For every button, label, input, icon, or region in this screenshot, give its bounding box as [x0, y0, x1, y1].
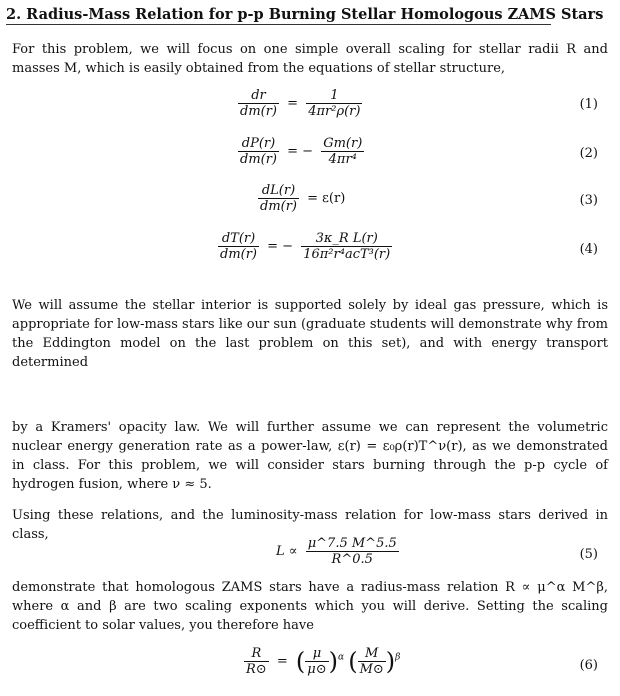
- equation-6: $\frac{R}{R⊙}$ = ( $\frac{\mu}{\mu⊙}$ )$^\alpha$ ( $\frac{M}{M⊙}$ )$^\beta$: [246, 646, 401, 677]
- eq2-lhs-num: dP(r): [241, 136, 276, 151]
- eq6-mu-num: μ: [312, 646, 322, 661]
- eq1-lhs-den: dm(r): [240, 104, 278, 119]
- equation-5: [272, 536, 399, 567]
- equation-2-number: (2): [579, 146, 598, 161]
- eq1-op: =: [287, 96, 299, 111]
- equation-1-number: (1): [579, 97, 598, 112]
- eq4-lhs-den: dm(r): [220, 247, 258, 262]
- equation-6-number: (6): [579, 658, 598, 673]
- eq6-alpha: α: [337, 652, 345, 663]
- eq3-op: = ε(r): [307, 191, 346, 206]
- eq4-rhs-den: 16π²r⁴acT³(r): [303, 247, 391, 262]
- assumption-paragraph: We will assume the stellar interior is supported solely by ideal gas pressure, which is appropriate for low-mass stars like our sun (graduate students will demonstrate why from the Eddington model on the last problem on this set), and with energy transport determined: [12, 298, 608, 370]
- eq4-op: = −: [267, 239, 294, 254]
- eq2-lhs-den: dm(r): [240, 152, 278, 167]
- eq3-lhs-num: dL(r): [261, 183, 296, 198]
- equation-4: [218, 231, 392, 262]
- eq1-rhs-den: 4πr²ρ(r): [308, 104, 361, 119]
- equation-4-number: (4): [579, 242, 598, 257]
- eq6-lhs-num: R: [251, 646, 262, 661]
- eq6-m-num: M: [365, 646, 379, 661]
- eq5-lhs: L ∝: [276, 544, 298, 559]
- eq2-op: = −: [287, 144, 314, 159]
- eq2-rhs-num: Gm(r): [323, 136, 363, 151]
- intro-paragraph: For this problem, we will focus on one simple overall scaling for stellar radii R and masses M, which is easily obtained from the equations of stellar structure,: [12, 42, 608, 76]
- eq4-rhs-num: 3κ_R L(r): [315, 231, 378, 246]
- eq1-rhs-num: 1: [330, 88, 339, 103]
- eq6-lhs-den: R⊙: [246, 662, 267, 677]
- equation-3-number: (3): [579, 193, 598, 208]
- heading-underline: [6, 24, 551, 25]
- eq5-num: μ^7.5 M^5.5: [307, 536, 397, 551]
- luminosity-intro-paragraph: Using these relations, and the luminosity-mass relation for low-mass stars derived in class,: [12, 508, 608, 542]
- eq5-den: R^0.5: [306, 551, 399, 567]
- equation-3: [258, 183, 349, 214]
- kramers-paragraph: by a Kramers' opacity law. We will further assume we can represent the volumetric nuclear energy generation rate as a power-law, ε(r) = ε₀ρ(r)T^ν(r), as we demonstrated in class. For this problem, we will consider stars burning through the p-p cycle of hydrogen fusion, where ν ≈ 5.: [12, 420, 608, 492]
- eq6-m-den: M⊙: [359, 662, 384, 677]
- equation-2: [238, 136, 364, 167]
- eq2-rhs-den: 4πr⁴: [321, 151, 364, 167]
- equation-1: [238, 88, 362, 119]
- problem-heading: 2. Radius-Mass Relation for p-p Burning Stellar Homologous ZAMS Stars: [6, 6, 604, 23]
- eq6-mu-den: μ⊙: [307, 662, 327, 677]
- equation-5-number: (5): [579, 547, 598, 562]
- eq6-beta: β: [395, 652, 401, 663]
- eq1-lhs-num: dr: [251, 88, 266, 103]
- eq4-lhs-num: dT(r): [221, 231, 256, 246]
- eq3-lhs-den: dm(r): [260, 199, 298, 214]
- demonstrate-paragraph: demonstrate that homologous ZAMS stars have a radius-mass relation R ∝ μ^α M^β, where α and β are two scaling exponents which you will derive. Setting the scaling coefficient to solar values, you therefore have: [12, 580, 608, 633]
